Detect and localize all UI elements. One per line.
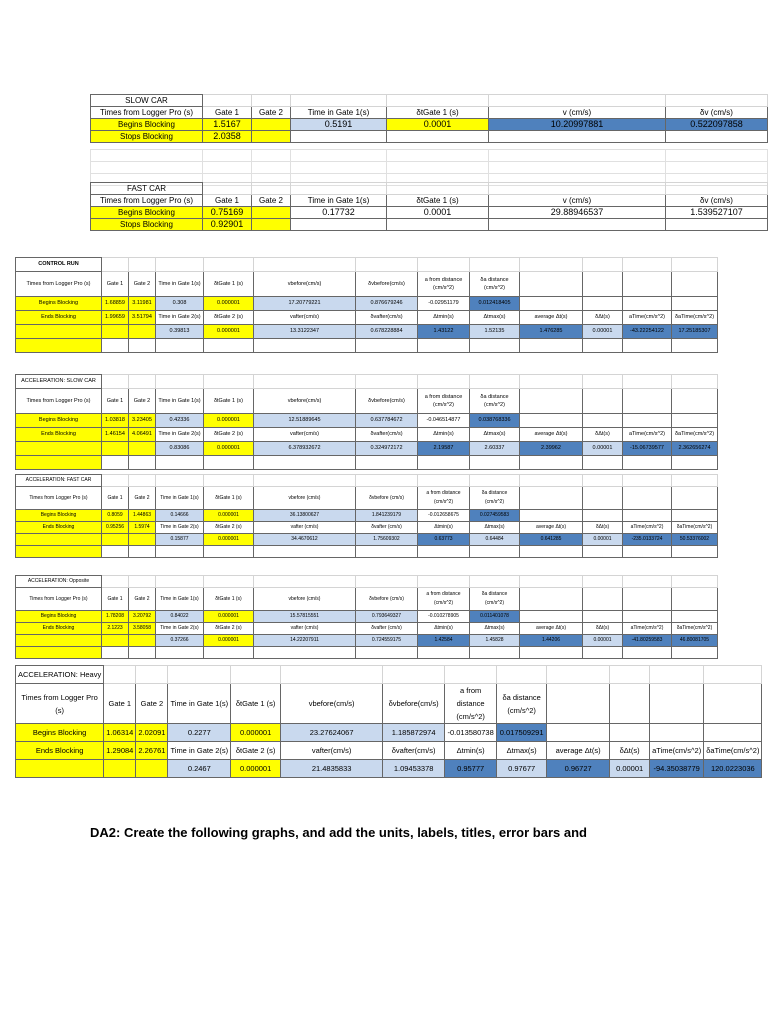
instruction-text: DA2: Create the following graphs, and add the units, labels, titles, error bars and bbox=[90, 825, 587, 840]
header-cell: Gate 2 bbox=[129, 272, 156, 297]
data-cell: 21.4835833 bbox=[281, 760, 383, 778]
data-cell: 2.60337 bbox=[470, 442, 520, 456]
dt-cell: 0.0001 bbox=[387, 119, 489, 131]
header-cell: Time in Gate 2(s) bbox=[156, 623, 204, 635]
header-cell: Time in Gate 1(s) bbox=[168, 684, 231, 724]
control-run-table bbox=[15, 257, 718, 353]
data-cell: 1.52135 bbox=[470, 325, 520, 339]
data-cell: 120.0223036 bbox=[704, 760, 762, 778]
header-cell: δaTime(cm/s^2) bbox=[672, 311, 718, 325]
header-cell: Δtmin(s) bbox=[418, 522, 470, 534]
data-cell: 0.876679246 bbox=[356, 297, 418, 311]
data-cell: -0.02951179 bbox=[418, 297, 470, 311]
data-cell: 6.378932672 bbox=[254, 442, 356, 456]
header-cell: δvafter (cm/s) bbox=[356, 522, 418, 534]
data-cell: 3.51794 bbox=[129, 311, 156, 325]
header-cell: v (cm/s) bbox=[489, 107, 666, 119]
header-cell: vafter (cm/s) bbox=[254, 623, 356, 635]
acceleration-opposite-title: ACCELERATION: Opposite bbox=[16, 576, 102, 588]
header-cell: δvafter(cm/s) bbox=[356, 311, 418, 325]
acceleration-heavy-title: ACCELERATION: Heavy bbox=[16, 666, 104, 684]
data-cell: 0.000001 bbox=[231, 724, 281, 742]
header-cell: δvbefore(cm/s) bbox=[383, 684, 445, 724]
header-cell: δvafter (cm/s) bbox=[356, 623, 418, 635]
header-cell: Gate 2 bbox=[129, 588, 156, 611]
header-cell: a from distance (cm/s^2) bbox=[418, 487, 470, 510]
data-cell: 0.14666 bbox=[156, 510, 204, 522]
data-cell: -235.0133724 bbox=[623, 534, 672, 546]
row-label: Begins Blocking bbox=[16, 297, 102, 311]
data-cell: 34.4670612 bbox=[254, 534, 356, 546]
header-cell: δvbefore (cm/s) bbox=[356, 487, 418, 510]
header-cell: δv (cm/s) bbox=[666, 107, 768, 119]
gate1-cell: 1.5167 bbox=[203, 119, 252, 131]
v-cell: 29.88946537 bbox=[489, 207, 666, 219]
header-cell: vafter(cm/s) bbox=[254, 428, 356, 442]
header-cell: average Δt(s) bbox=[520, 623, 583, 635]
data-cell: 46.80081705 bbox=[672, 635, 718, 647]
data-cell: 2.1223 bbox=[102, 623, 129, 635]
data-cell: 0.83086 bbox=[156, 442, 204, 456]
data-cell: 0.00001 bbox=[583, 442, 623, 456]
header-cell: average Δt(s) bbox=[547, 742, 610, 760]
data-cell: 0.324972172 bbox=[356, 442, 418, 456]
data-cell: 0.637784672 bbox=[356, 414, 418, 428]
header-cell: v (cm/s) bbox=[489, 195, 666, 207]
data-cell: 1.476285 bbox=[520, 325, 583, 339]
fast-car-title: FAST CAR bbox=[91, 183, 203, 195]
data-cell: 0.011401078 bbox=[470, 611, 520, 623]
data-cell: 0.017509291 bbox=[497, 724, 547, 742]
header-cell: δvbefore (cm/s) bbox=[356, 588, 418, 611]
header-cell: δΔt(s) bbox=[583, 311, 623, 325]
header-cell: Times from Logger Pro (s) bbox=[91, 195, 203, 207]
data-cell: 2.26761 bbox=[136, 742, 168, 760]
row-label: Ends Blocking bbox=[16, 623, 102, 635]
dt-cell: 0.0001 bbox=[387, 207, 489, 219]
data-cell: 0.95777 bbox=[445, 760, 497, 778]
header-cell: δΔt(s) bbox=[583, 522, 623, 534]
data-cell: 3.23405 bbox=[129, 414, 156, 428]
row-label: Stops Blocking bbox=[91, 219, 203, 231]
header-cell: δvafter(cm/s) bbox=[383, 742, 445, 760]
data-cell: 1.42584 bbox=[418, 635, 470, 647]
data-cell: -43.22254122 bbox=[623, 325, 672, 339]
time-gate-cell: 0.17732 bbox=[291, 207, 387, 219]
row-label: Ends Blocking bbox=[16, 428, 102, 442]
header-cell: aTime(cm/s^2) bbox=[623, 522, 672, 534]
header-cell: δa distance (cm/s^2) bbox=[470, 588, 520, 611]
header-cell: Δtmin(s) bbox=[418, 428, 470, 442]
data-cell: 0.84022 bbox=[156, 611, 204, 623]
header-cell: vbefore(cm/s) bbox=[254, 389, 356, 414]
header-cell: Times from Logger Pro (s) bbox=[16, 272, 102, 297]
header-cell: δtGate 2 (s) bbox=[204, 311, 254, 325]
header-cell: δΔt(s) bbox=[583, 623, 623, 635]
header-cell: δtGate 1 (s) bbox=[204, 389, 254, 414]
header-cell: δtGate 2 (s) bbox=[204, 623, 254, 635]
data-cell: 0.641285 bbox=[520, 534, 583, 546]
data-cell: 0.000001 bbox=[204, 414, 254, 428]
data-cell: 0.000001 bbox=[204, 442, 254, 456]
header-cell: vbefore(cm/s) bbox=[281, 684, 383, 724]
acceleration-slow-table bbox=[15, 374, 718, 470]
header-cell: a from distance (cm/s^2) bbox=[418, 389, 470, 414]
header-cell: a from distance (cm/s^2) bbox=[418, 272, 470, 297]
data-cell: 0.37266 bbox=[156, 635, 204, 647]
data-cell: 0.00001 bbox=[583, 325, 623, 339]
header-cell: δa distance (cm/s^2) bbox=[497, 684, 547, 724]
header-cell: aTime(cm/s^2) bbox=[650, 742, 704, 760]
row-label: Begins Blocking bbox=[91, 119, 203, 131]
data-cell: 0.97677 bbox=[497, 760, 547, 778]
gate1-cell: 0.92901 bbox=[203, 219, 252, 231]
header-cell: average Δt(s) bbox=[520, 428, 583, 442]
header-cell: Gate 1 bbox=[203, 107, 252, 119]
header-cell: Δtmin(s) bbox=[418, 623, 470, 635]
data-cell: 0.00001 bbox=[583, 534, 623, 546]
data-cell: 1.45828 bbox=[470, 635, 520, 647]
data-cell: 1.68859 bbox=[102, 297, 129, 311]
header-cell: aTime(cm/s^2) bbox=[623, 311, 672, 325]
header-cell: Gate 1 bbox=[104, 684, 136, 724]
data-cell: 1.5974 bbox=[129, 522, 156, 534]
data-cell: 13.3122347 bbox=[254, 325, 356, 339]
header-cell: δaTime(cm/s^2) bbox=[704, 742, 762, 760]
header-cell: δaTime(cm/s^2) bbox=[672, 623, 718, 635]
header-cell: vafter(cm/s) bbox=[281, 742, 383, 760]
data-cell: 2.362656274 bbox=[672, 442, 718, 456]
data-cell: 1.46154 bbox=[102, 428, 129, 442]
header-cell: δv (cm/s) bbox=[666, 195, 768, 207]
header-cell: vafter(cm/s) bbox=[254, 311, 356, 325]
data-cell: 0.39813 bbox=[156, 325, 204, 339]
data-cell: 0.308 bbox=[156, 297, 204, 311]
data-cell: 0.793649327 bbox=[356, 611, 418, 623]
data-cell: 0.96727 bbox=[547, 760, 610, 778]
row-label: Begins Blocking bbox=[16, 724, 104, 742]
data-cell: 0.000001 bbox=[204, 325, 254, 339]
header-cell: a from distance (cm/s^2) bbox=[445, 684, 497, 724]
header-cell: vbefore(cm/s) bbox=[254, 272, 356, 297]
header-cell: δvbefore(cm/s) bbox=[356, 389, 418, 414]
data-cell: -94.35038779 bbox=[650, 760, 704, 778]
header-cell: Times from Logger Pro (s) bbox=[16, 487, 102, 510]
header-cell: Time in Gate 2(s) bbox=[156, 428, 204, 442]
data-cell: 1.29084 bbox=[104, 742, 136, 760]
header-cell: Time in Gate 2(s) bbox=[156, 522, 204, 534]
data-cell: 0.8059 bbox=[102, 510, 129, 522]
header-cell: Times from Logger Pro (s) bbox=[16, 389, 102, 414]
header-cell: δa distance (cm/s^2) bbox=[470, 389, 520, 414]
header-cell: average Δt(s) bbox=[520, 311, 583, 325]
header-cell: Time in Gate 1(s) bbox=[291, 107, 387, 119]
gate2-cell bbox=[252, 119, 291, 131]
row-label: Ends Blocking bbox=[16, 742, 104, 760]
header-cell: Gate 2 bbox=[129, 389, 156, 414]
data-cell: 0.64484 bbox=[470, 534, 520, 546]
data-cell: 0.000001 bbox=[204, 611, 254, 623]
header-cell: Time in Gate 1(s) bbox=[156, 588, 204, 611]
control-run-title: CONTROL RUN bbox=[16, 258, 102, 272]
data-cell: 0.678228884 bbox=[356, 325, 418, 339]
data-cell: 0.00001 bbox=[610, 760, 650, 778]
data-cell: 1.06314 bbox=[104, 724, 136, 742]
header-cell: Time in Gate 1(s) bbox=[291, 195, 387, 207]
dv-cell: 1.539527107 bbox=[666, 207, 768, 219]
header-cell: Gate 2 bbox=[252, 107, 291, 119]
data-cell: 0.027459583 bbox=[470, 510, 520, 522]
data-cell: 17.25185307 bbox=[672, 325, 718, 339]
data-cell: 1.43122 bbox=[418, 325, 470, 339]
row-label: Begins Blocking bbox=[16, 510, 102, 522]
fast-car-table bbox=[90, 182, 768, 231]
data-cell: 3.20792 bbox=[129, 611, 156, 623]
header-cell: δvafter(cm/s) bbox=[356, 428, 418, 442]
header-cell: Δtmax(s) bbox=[470, 311, 520, 325]
header-cell: aTime(cm/s^2) bbox=[623, 428, 672, 442]
row-label: Begins Blocking bbox=[16, 611, 102, 623]
header-cell: δtGate 1 (s) bbox=[231, 684, 281, 724]
row-label: Begins Blocking bbox=[16, 414, 102, 428]
acceleration-fast-title: ACCELERATION: FAST CAR bbox=[16, 475, 102, 487]
data-cell: -0.010278905 bbox=[418, 611, 470, 623]
acceleration-opposite-table bbox=[15, 575, 718, 659]
data-cell: 1.78208 bbox=[102, 611, 129, 623]
header-cell: δa distance (cm/s^2) bbox=[470, 272, 520, 297]
gate1-cell: 2.0358 bbox=[203, 131, 252, 143]
header-cell: Gate 1 bbox=[102, 588, 129, 611]
header-cell: Times from Logger Pro (s) bbox=[16, 684, 104, 724]
header-cell: Time in Gate 2(s) bbox=[168, 742, 231, 760]
data-cell: 0.63773 bbox=[418, 534, 470, 546]
header-cell: average Δt(s) bbox=[520, 522, 583, 534]
grid-strip bbox=[90, 149, 768, 186]
gate2-cell bbox=[252, 207, 291, 219]
acceleration-heavy-table bbox=[15, 665, 762, 778]
header-cell: Time in Gate 1(s) bbox=[156, 487, 204, 510]
header-cell: Time in Gate 2(s) bbox=[156, 311, 204, 325]
data-cell: 2.39962 bbox=[520, 442, 583, 456]
header-cell: vbefore (cm/s) bbox=[254, 487, 356, 510]
data-cell: 0.000001 bbox=[204, 635, 254, 647]
header-cell: δtGate 2 (s) bbox=[231, 742, 281, 760]
header-cell: δaTime(cm/s^2) bbox=[672, 428, 718, 442]
data-cell: 0.724559175 bbox=[356, 635, 418, 647]
data-cell: 1.09453378 bbox=[383, 760, 445, 778]
header-cell: Δtmin(s) bbox=[418, 311, 470, 325]
header-cell: Time in Gate 1(s) bbox=[156, 272, 204, 297]
header-cell: aTime(cm/s^2) bbox=[623, 623, 672, 635]
header-cell: Gate 1 bbox=[102, 272, 129, 297]
slow-car-title: SLOW CAR bbox=[91, 95, 203, 107]
header-cell: Times from Logger Pro (s) bbox=[16, 588, 102, 611]
header-cell: Gate 2 bbox=[129, 487, 156, 510]
header-cell: Δtmax(s) bbox=[497, 742, 547, 760]
time-gate-cell: 0.5191 bbox=[291, 119, 387, 131]
data-cell: 1.99659 bbox=[102, 311, 129, 325]
header-cell: Gate 1 bbox=[102, 389, 129, 414]
header-cell: Gate 1 bbox=[203, 195, 252, 207]
data-cell: 12.51889645 bbox=[254, 414, 356, 428]
header-cell: δtGate 1 (s) bbox=[204, 487, 254, 510]
header-cell: δtGate 1 (s) bbox=[387, 107, 489, 119]
data-cell: 1.44206 bbox=[520, 635, 583, 647]
data-cell: 4.06491 bbox=[129, 428, 156, 442]
data-cell: 0.038768336 bbox=[470, 414, 520, 428]
data-cell: 14.22207911 bbox=[254, 635, 356, 647]
data-cell: 0.15877 bbox=[156, 534, 204, 546]
data-cell: 0.000001 bbox=[204, 297, 254, 311]
data-cell: 3.58058 bbox=[129, 623, 156, 635]
header-cell: δΔt(s) bbox=[610, 742, 650, 760]
header-cell: Gate 1 bbox=[102, 487, 129, 510]
row-label: Ends Blocking bbox=[16, 522, 102, 534]
data-cell: 2.19587 bbox=[418, 442, 470, 456]
gate1-cell: 0.75169 bbox=[203, 207, 252, 219]
v-cell: 10.20997881 bbox=[489, 119, 666, 131]
header-cell: Δtmin(s) bbox=[445, 742, 497, 760]
header-cell: a from distance (cm/s^2) bbox=[418, 588, 470, 611]
data-cell: 1.03818 bbox=[102, 414, 129, 428]
row-label: Stops Blocking bbox=[91, 131, 203, 143]
row-label: Begins Blocking bbox=[91, 207, 203, 219]
header-cell: δtGate 1 (s) bbox=[204, 272, 254, 297]
header-cell: δtGate 1 (s) bbox=[387, 195, 489, 207]
data-cell: 2.02091 bbox=[136, 724, 168, 742]
data-cell: 0.42336 bbox=[156, 414, 204, 428]
data-cell: 0.000001 bbox=[204, 534, 254, 546]
data-cell: 0.2277 bbox=[168, 724, 231, 742]
data-cell: -41.80259583 bbox=[623, 635, 672, 647]
data-cell: -0.012658675 bbox=[418, 510, 470, 522]
header-cell: Δtmax(s) bbox=[470, 522, 520, 534]
data-cell: -15.06739577 bbox=[623, 442, 672, 456]
header-cell: δΔt(s) bbox=[583, 428, 623, 442]
header-cell: δtGate 2 (s) bbox=[204, 428, 254, 442]
data-cell: 0.000001 bbox=[231, 760, 281, 778]
slow-car-table bbox=[90, 94, 768, 143]
dv-cell: 0.522097858 bbox=[666, 119, 768, 131]
header-cell: δvbefore(cm/s) bbox=[356, 272, 418, 297]
data-cell: -0.046514877 bbox=[418, 414, 470, 428]
data-cell: 0.2467 bbox=[168, 760, 231, 778]
data-cell: 0.012418405 bbox=[470, 297, 520, 311]
header-cell: Times from Logger Pro (s) bbox=[91, 107, 203, 119]
data-cell: 0.000001 bbox=[204, 510, 254, 522]
header-cell: Gate 2 bbox=[136, 684, 168, 724]
data-cell: 1.185872974 bbox=[383, 724, 445, 742]
data-cell: 1.44863 bbox=[129, 510, 156, 522]
header-cell: δa distance (cm/s^2) bbox=[470, 487, 520, 510]
data-cell: 3.11981 bbox=[129, 297, 156, 311]
data-cell: 0.00001 bbox=[583, 635, 623, 647]
data-cell: 1.75609302 bbox=[356, 534, 418, 546]
header-cell: δtGate 1 (s) bbox=[204, 588, 254, 611]
header-cell: Gate 2 bbox=[252, 195, 291, 207]
row-label: Ends Blocking bbox=[16, 311, 102, 325]
header-cell: Δtmax(s) bbox=[470, 623, 520, 635]
header-cell: Δtmax(s) bbox=[470, 428, 520, 442]
acceleration-fast-table bbox=[15, 474, 718, 558]
header-cell: δtGate 2 (s) bbox=[204, 522, 254, 534]
acceleration-slow-title: ACCELERATION: SLOW CAR bbox=[16, 375, 102, 389]
data-cell: 1.841239179 bbox=[356, 510, 418, 522]
data-cell: 50.53376002 bbox=[672, 534, 718, 546]
header-cell: vafter (cm/s) bbox=[254, 522, 356, 534]
header-cell: vbefore (cm/s) bbox=[254, 588, 356, 611]
data-cell: -0.013580738 bbox=[445, 724, 497, 742]
data-cell: 36.13800627 bbox=[254, 510, 356, 522]
data-cell: 17.20779221 bbox=[254, 297, 356, 311]
header-cell: δaTime(cm/s^2) bbox=[672, 522, 718, 534]
data-cell: 23.27624067 bbox=[281, 724, 383, 742]
header-cell: Time in Gate 1(s) bbox=[156, 389, 204, 414]
data-cell: 15.57815551 bbox=[254, 611, 356, 623]
data-cell: 0.95256 bbox=[102, 522, 129, 534]
